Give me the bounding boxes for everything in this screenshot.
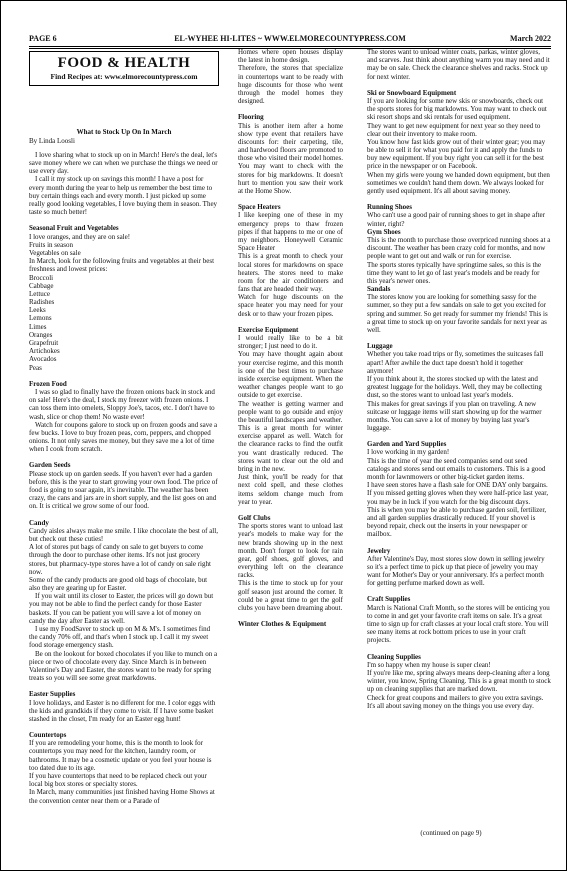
paragraph: Candy aisles always make me smile. I like chocolate the best of all, but check out these cuties! <box>29 526 218 543</box>
section-heading: Garden Seeds <box>29 461 71 470</box>
paragraph: I have seen stores have a flash sale for ONE DAY only bargains. If you missed getting gloves when they were half-price last year, you may be in luck if you watch for the big discount days. <box>367 481 549 506</box>
section-heading: Luggage <box>367 342 393 351</box>
paragraph: This is a great month to check your local stores for markdowns on space heaters. The stores need to make room for the air conditioners and fans that are headed their way. <box>238 252 343 294</box>
section-heading: Easter Supplies <box>29 690 76 699</box>
article-byline: By Linda Loosli <box>29 136 75 145</box>
paragraph: Oranges <box>29 330 53 339</box>
section-subtitle: Find Recipes at: www.elmorecountypress.com <box>50 71 198 81</box>
paragraph: Lettuce <box>29 289 50 298</box>
paragraph: The stores want to unload winter coats, parkas, winter gloves, and scarves. Just think about anything warm you may need and it may be on sale. Check the clearance shelves and racks. Stock up for next winter. <box>367 48 550 81</box>
section-heading: Frozen Food <box>29 379 67 388</box>
page-header <box>29 34 551 46</box>
paragraph: This is the month to purchase those overpriced running shoes at a discount. The weather has been crazy cold for months, and now people want to get out and walk or run for exercise. <box>367 235 551 261</box>
section-heading: Running Shoes <box>367 203 412 212</box>
paragraph: Cabbage <box>29 281 54 290</box>
paragraph: I use my FoodSaver to stock up on M & M's. I sometimes find the candy 70% off, and that's when I stock up. I call it my sweet food storage emergency stash. <box>29 625 211 650</box>
paragraph: Just think, you'll be ready for that next cold spell, and these clothes items seldom change much from year to year. <box>238 473 343 506</box>
page-number: PAGE 6 <box>29 34 57 43</box>
paragraph: I love oranges, and they are on sale! <box>29 232 131 241</box>
paragraph: If you wait until its closer to Easter, the prices will go down but you may not be able to find the perfect candy for those Easter baskets. If you can be patient you will save a lot of money on candy the day after Easter as well. <box>29 592 214 625</box>
section-heading: Craft Supplies <box>367 595 411 604</box>
column-3-body <box>367 48 551 710</box>
section-title: FOOD & HEALTH <box>57 55 191 71</box>
section-masthead <box>29 51 219 86</box>
paragraph: This is a great month for winter exercise apparel as well. Watch for the clearance racks to find the outfit you want drastically reduced. The stores want to clear out the old and bring in the new. <box>238 424 343 473</box>
section-heading: Exercise Equipment <box>238 325 299 334</box>
paragraph: The sports stores typically have springtime sales, so this is the time they want to let go of last year's models and be ready for this year's newer ones. <box>367 260 542 285</box>
paragraph: Peas <box>29 363 42 372</box>
paragraph: You may have thought again about your exercise regime, and this month is one of the best times to purchase inside exercise equipment. When the weather changes people want to go outside to get exercise. <box>238 350 343 400</box>
publication-line: EL-WYHEE HI-LITES ~ WWW.ELMORECOUNTYPRESS.COM <box>174 34 406 43</box>
paragraph: Watch for huge discounts on the space heater you may need for your desk or to thaw your frozen pipes. <box>238 293 343 318</box>
column-1-body <box>29 151 219 805</box>
paragraph: Watch for coupons galore to stock up on frozen goods and save a few bucks. I love to buy frozen peas, corn, peppers, and chopped onions. It not only saves me money, but they save me a lot of time when I cook from scratch. <box>29 420 218 454</box>
paragraph: I would really like to be a bit stronger; I just need to do it. <box>238 334 343 351</box>
paragraph: A lot of stores put bags of candy on sale to get buyers to come through the door to purchase other items. It's not just grocery stores, but pharmacy-type stores have a lot of candy on sale right now. <box>29 543 211 576</box>
paragraph: I'm so happy when my house is super clean! <box>367 660 491 669</box>
section-heading: Seasonal Fruit and Vegetables <box>29 224 119 233</box>
section-heading: Gym Shoes <box>367 227 401 236</box>
paragraph: If you are remodeling your home, this is the month to look for countertops you may need for the kitchen, laundry room, or bathrooms. It may be a cosmetic update or you feel your house is too dated due to its age. <box>29 739 212 772</box>
paragraph: Grapefruit <box>29 339 59 348</box>
paragraph: Broccoli <box>29 273 54 282</box>
section-heading: Ski or Snowboard Equipment <box>367 88 457 97</box>
paragraph: This is the time of year the seed companies send out seed catalogs and stores send out emails to customers. This is a good month for lawnmowers or other big-ticket garden items. <box>367 456 546 481</box>
paragraph: This is another item after a home show type event that retailers have discounts for: their carpeting, tile, and hardwood floors are promoted to those who visited their model homes. You may want to check with the stores for big markdowns. It doesn't hurt to mention you saw their work at the Home Show. <box>238 121 343 195</box>
issue-date: March 2022 <box>510 34 551 43</box>
paragraph: Artichokes <box>29 347 60 356</box>
paragraph: I call it my stock up on savings this month! I have a post for every month during the year to help us remember the best time to buy certain things each and every month. I just picked up some really good looking vegetables, I love buying them in season. They taste so much better! <box>29 175 218 217</box>
section-heading: Space Heaters <box>238 203 281 212</box>
paragraph: Limes <box>29 322 47 331</box>
paragraph: This is when you may be able to purchase garden soil, fertilizer, and all garden supplies drastically reduced. If your shovel is beyond repair, check out the inserts in your newspaper or mailbox. <box>367 505 547 539</box>
section-heading: Flooring <box>238 113 264 122</box>
paragraph: They want to get new equipment for next year so they need to clear out their inventory to make room. <box>367 121 541 138</box>
paragraph: If you are looking for some new skis or snowboards, check out the sports stores for big markdowns. You may want to check out ski resort shops and ski rentals for used equipment. <box>367 96 547 122</box>
section-heading: Sandals <box>367 285 391 294</box>
paragraph: Radishes <box>29 298 55 307</box>
section-heading: Garden and Yard Supplies <box>367 440 447 449</box>
section-heading: Jewelry <box>367 546 391 555</box>
paragraph: Leeks <box>29 306 46 315</box>
paragraph: Homes where open houses display the latest in home design. <box>238 48 343 65</box>
section-heading: Countertops <box>29 731 67 740</box>
header-rule-top <box>29 46 551 47</box>
column-3 <box>367 48 551 710</box>
paragraph: I love holidays, and Easter is no different for me. I color eggs with the kids and grandkids if they come to visit. If I have some basket stashed in the closet, I'm ready for an Easter egg hunt! <box>29 698 216 723</box>
paragraph: Who can't use a good pair of running shoes to get in shape after winter, right? <box>367 211 545 228</box>
paragraph: Check for great coupons and mailers to give you extra savings. It's all about saving money on the things you use every day. <box>367 693 544 710</box>
paragraph: In March, look for the following fruits and vegetables at their best freshness and lowest prices: <box>29 257 215 274</box>
paragraph: Be on the lookout for boxed chocolates if you like to munch on a piece or two of chocolate every day. Since March is in between Valentine's Day and Easter, the stores want to be ready for spring treats so you will see some great markdowns. <box>29 649 218 683</box>
article-title: What to Stock Up On In March <box>76 127 172 136</box>
column-2 <box>238 48 343 628</box>
paragraph: The weather is getting warmer and people want to go outside and enjoy the beautiful landscapes and weather. <box>238 399 343 424</box>
paragraph: This is the time to stock up for your golf season just around the corner. It could be a great time to get the golf clubs you have been dreaming about. <box>238 579 343 612</box>
paragraph: After Valentine's Day, most stores slow down in selling jewelry so it's a perfect time to pick up that piece of jewelry you may want for Mother's Day or your anniversary. It's a perfect month for getting perfume marked down as well. <box>367 554 545 588</box>
paragraph: I love sharing what to stock up on in March! Here's the deal, let's save money where we can when we purchase the things we need or use every day. <box>29 150 218 176</box>
paragraph: Vegetables on sale <box>29 248 81 257</box>
paragraph: Please stock up on garden seeds. If you haven't ever had a garden before, this is the year to start growing your own food. The price of food is going to soar again, it's inevitable. The weather has been crazy, the cans and jars are in short supply, and the list goes on and on. It is critical we grow some of our food. <box>29 469 218 511</box>
paragraph: You know how fast kids grow out of their winter gear; you may be able to sell it for what you paid for it and apply the funds to buy new equipment. If you buy right you can sell it for the best price in the newspaper or on Facebook. <box>367 137 546 171</box>
paragraph: If you think about it, the stores stocked up with the latest and greatest luggage for the holidays. Well, they may be collecting dust, so the stores want to unload last year's models. <box>367 374 542 400</box>
paragraph: Lemons <box>29 314 52 323</box>
paragraph: I was so glad to finally have the frozen onions back in stock and on sale! Here's the deal, I stock my freezer with frozen onions. I can toss them into omelets, Sloppy Joe's, tacos, etc. I don't have to wash, slice or chop them! No waste ever! <box>29 387 215 421</box>
paragraph: When my girls were young we handed down equipment, but then sometimes we couldn't hand them down. We always looked for gently used equipment. It's all about saving money. <box>367 170 550 195</box>
paragraph: Whether you take road trips or fly, sometimes the suitcases fall apart! After awhile the duct tape doesn't hold it together anymore! <box>367 350 544 375</box>
paragraph: Fruits in season <box>29 240 73 249</box>
paragraph: If you're like me, spring always means deep-cleaning after a long winter, you know, Spring Cleaning. This is a great month to stock up on cleaning supplies that are marked down. <box>367 668 551 694</box>
continued-note: (continued on page 9) <box>420 829 482 837</box>
section-heading: Golf Clubs <box>238 513 271 522</box>
section-heading: Candy <box>29 518 49 527</box>
paragraph: March is National Craft Month, so the stores will be enticing you to come in and get your favorite craft items on sale. It's a great time to sign up for craft classes at your local craft store. You will see many items at rock bottom prices to use in your craft projects. <box>367 603 550 645</box>
paragraph: I love working in my garden! <box>367 448 450 457</box>
paragraph: I like keeping one of these in my emergency preps to thaw frozen pipes if that happens to me or one of my neighbors. Honeywell Ceramic Space Heater <box>238 211 343 253</box>
paragraph: This makes for great savings if you plan on traveling. A new suitcase or luggage items will start showing up for the warmer months. You can save a lot of money by buying last year's luggage. <box>367 399 542 433</box>
column-2-body <box>238 48 343 628</box>
paragraph: If you have countertops that need to be replaced check out your local big box stores or specialty stores. <box>29 772 207 789</box>
section-heading: Cleaning Supplies <box>367 652 421 661</box>
paragraph: In March, many communities just finished having Home Shows at the convention center near them or a Parade of <box>29 788 215 805</box>
section-heading: Winter Clothes & Equipment <box>238 620 327 629</box>
column-1 <box>29 51 219 805</box>
paragraph: Therefore, the stores that specialize in countertops want to be ready with huge discounts for those who went through the model homes they designed. <box>238 64 343 106</box>
paragraph: The stores know you are looking for something sassy for the summer, so they put a few sandals on sale to get you excited for spring and summer. So get ready for summer my friends! This is a great time to stock up on your favorite sandals for next year as well. <box>367 293 548 334</box>
paragraph: Some of the candy products are good old bags of chocolate, but also they are gearing up for Easter. <box>29 575 208 593</box>
paragraph: The sports stores want to unload last year's models to make way for the new brands showing up in the next month. Don't forget to look for rain gear, golf shoes, golf gloves, and everything left on the clearance racks. <box>238 522 343 580</box>
paragraph: Avocados <box>29 355 57 364</box>
